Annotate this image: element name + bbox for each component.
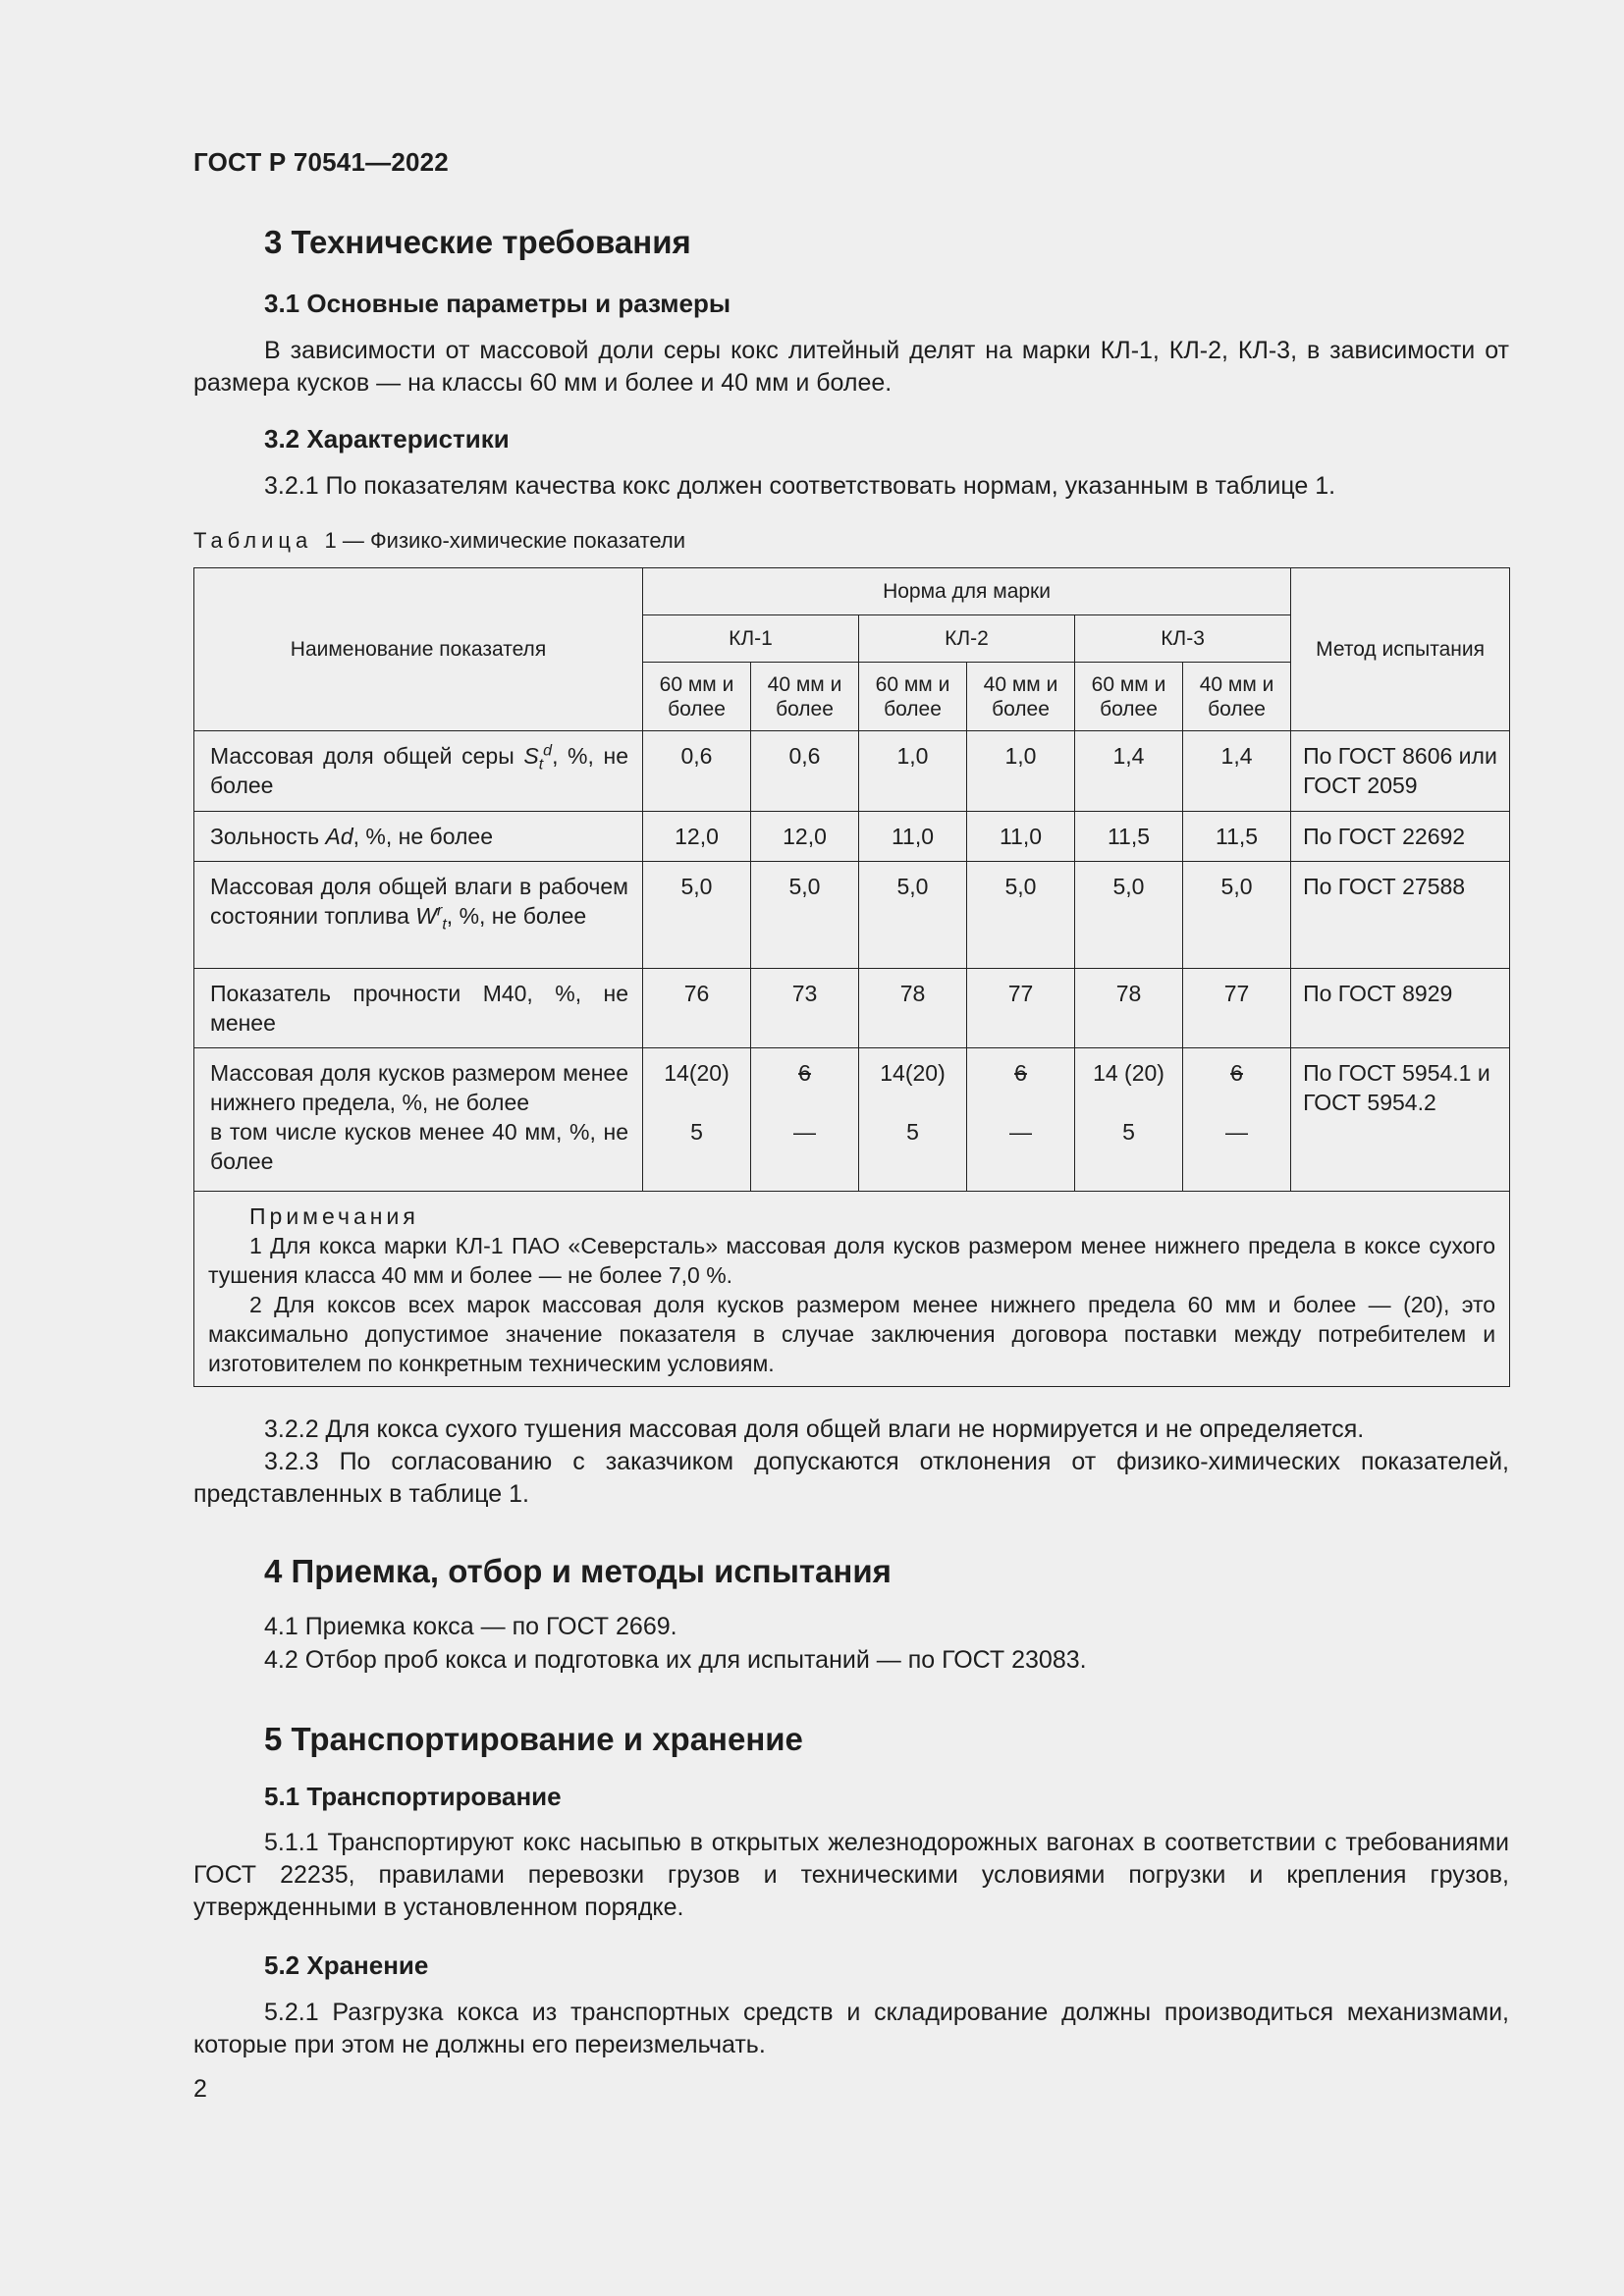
note-2: 2 Для коксов всех марок массовая доля кусков размером менее нижнего предела 60 мм и более — (20), это максимально допустимое значение показателя в случае заключения договора поставки между потребителем и изготовителем по конкретным техническим условиям. bbox=[208, 1292, 1496, 1376]
value-cell: 6 — bbox=[751, 1048, 859, 1192]
value-cell: 5,0 bbox=[859, 862, 967, 969]
indicator-strength: Показатель прочности М40, %, не менее bbox=[194, 969, 643, 1048]
paragraph-5-2-1: 5.2.1 Разгрузка кокса из транспортных средств и складирование должны производиться механизмами, которые при этом не должны его переизмельчать. bbox=[193, 1999, 1509, 2058]
header-class-40: 40 мм и более bbox=[1183, 663, 1291, 731]
indicator-ash: Зольность Ad, %, не более bbox=[194, 812, 643, 862]
value-cell: 0,6 bbox=[751, 731, 859, 812]
table-row bbox=[194, 862, 1510, 969]
method-cell: По ГОСТ 27588 bbox=[1291, 862, 1510, 969]
value-cell: 14 (20) 5 bbox=[1075, 1048, 1183, 1192]
method-cell: По ГОСТ 8929 bbox=[1291, 969, 1510, 1048]
paragraph-5-1-1: 5.1.1 Транспортируют кокс насыпью в открытых железнодорожных вагонах в соответствии с требованиями ГОСТ 22235, правилами перевозки грузов и техническими условиями погрузки и крепления грузов, утвержденными в установленном порядке. bbox=[193, 1829, 1509, 1921]
method-cell: По ГОСТ 5954.1 и ГОСТ 5954.2 bbox=[1291, 1048, 1510, 1192]
method-cell: По ГОСТ 8606 или ГОСТ 2059 bbox=[1291, 731, 1510, 812]
value-cell: 6 — bbox=[967, 1048, 1075, 1192]
value-cell: 77 bbox=[1183, 969, 1291, 1048]
table-row bbox=[194, 1048, 1510, 1192]
value-cell: 14(20) 5 bbox=[859, 1048, 967, 1192]
section-5-2-heading: 5.2 Хранение bbox=[264, 1950, 429, 1980]
paragraph-3-2-2: 3.2.2 Для кокса сухого тушения массовая доля общей влаги не нормируется и не определяется. bbox=[264, 1415, 1365, 1443]
document-page bbox=[193, 0, 1509, 2296]
value-cell: 11,5 bbox=[1075, 812, 1183, 862]
value-cell: 73 bbox=[751, 969, 859, 1048]
method-cell: По ГОСТ 22692 bbox=[1291, 812, 1510, 862]
value-cell: 5,0 bbox=[1183, 862, 1291, 969]
section-5-1-heading: 5.1 Транспортирование bbox=[264, 1782, 562, 1811]
paragraph-4-2: 4.2 Отбор проб кокса и подготовка их для испытаний — по ГОСТ 23083. bbox=[264, 1646, 1087, 1674]
section-3-heading: 3 Технические требования bbox=[264, 224, 691, 260]
value-cell: 12,0 bbox=[751, 812, 859, 862]
section-5-heading: 5 Транспортирование и хранение bbox=[264, 1721, 803, 1757]
value-cell: 1,0 bbox=[967, 731, 1075, 812]
indicator-fines: Массовая доля кусков размером менее нижнего предела, %, не более в том числе кусков менее 40 мм, %, не более bbox=[194, 1048, 643, 1192]
indicator-sulfur: Массовая доля общей серы $S_t^d$, %, не более bbox=[194, 731, 643, 812]
value-cell: 11,0 bbox=[859, 812, 967, 862]
table-row bbox=[194, 731, 1510, 812]
header-class-60: 60 мм и более bbox=[859, 663, 967, 731]
section-3-1-paragraph: В зависимости от массовой доли серы кокс литейный делят на марки КЛ-1, КЛ-2, КЛ-3, в зависимости от размера кусков — на классы 60 мм и более и 40 мм и более. bbox=[193, 337, 1509, 397]
section-3-1-heading: 3.1 Основные параметры и размеры bbox=[264, 289, 731, 318]
value-cell: 1,4 bbox=[1183, 731, 1291, 812]
table-caption: Таблица 1 — Физико-химические показатели bbox=[193, 528, 685, 553]
value-cell: 14(20) 5 bbox=[643, 1048, 751, 1192]
value-cell: 5,0 bbox=[643, 862, 751, 969]
header-test-method: Метод испытания bbox=[1291, 568, 1510, 731]
note-1: 1 Для кокса марки КЛ-1 ПАО «Северсталь» массовая доля кусков размером менее нижнего предела в коксе сухого тушения класса 40 мм и более — не более 7,0 %. bbox=[208, 1233, 1496, 1288]
header-grade-kl2: КЛ-2 bbox=[859, 615, 1075, 663]
value-cell: 78 bbox=[1075, 969, 1183, 1048]
paragraph-3-2-1: 3.2.1 По показателям качества кокс должен соответствовать нормам, указанным в таблице 1. bbox=[264, 472, 1336, 500]
header-class-40: 40 мм и более bbox=[751, 663, 859, 731]
notes-title: Примечания bbox=[249, 1203, 419, 1229]
physico-chemical-table bbox=[193, 567, 1510, 1387]
value-cell: 5,0 bbox=[751, 862, 859, 969]
table-row bbox=[194, 969, 1510, 1048]
header-class-60: 60 мм и более bbox=[1075, 663, 1183, 731]
page-number: 2 bbox=[193, 2075, 207, 2103]
value-cell: 1,4 bbox=[1075, 731, 1183, 812]
header-grade-kl3: КЛ-3 bbox=[1075, 615, 1291, 663]
header-class-60: 60 мм и более bbox=[643, 663, 751, 731]
value-cell: 11,5 bbox=[1183, 812, 1291, 862]
value-cell: 78 bbox=[859, 969, 967, 1048]
header-grade-kl1: КЛ-1 bbox=[643, 615, 859, 663]
table-notes bbox=[194, 1192, 1510, 1387]
section-3-2-heading: 3.2 Характеристики bbox=[264, 424, 510, 454]
value-cell: 0,6 bbox=[643, 731, 751, 812]
header-indicator-name: Наименование показателя bbox=[194, 568, 643, 731]
value-cell: 1,0 bbox=[859, 731, 967, 812]
value-cell: 5,0 bbox=[967, 862, 1075, 969]
value-cell: 11,0 bbox=[967, 812, 1075, 862]
value-cell: 5,0 bbox=[1075, 862, 1183, 969]
header-norm: Норма для марки bbox=[643, 568, 1291, 615]
value-cell: 12,0 bbox=[643, 812, 751, 862]
value-cell: 77 bbox=[967, 969, 1075, 1048]
value-cell: 6 — bbox=[1183, 1048, 1291, 1192]
value-cell: 76 bbox=[643, 969, 751, 1048]
document-header: ГОСТ Р 70541—2022 bbox=[193, 147, 449, 177]
table-notes-row bbox=[194, 1192, 1510, 1387]
section-4-heading: 4 Приемка, отбор и методы испытания bbox=[264, 1553, 892, 1589]
paragraph-4-1: 4.1 Приемка кокса — по ГОСТ 2669. bbox=[264, 1613, 677, 1640]
indicator-moisture: Массовая доля общей влаги в рабочем состоянии топлива $W^r_t$, %, не более bbox=[194, 862, 643, 969]
header-class-40: 40 мм и более bbox=[967, 663, 1075, 731]
paragraph-3-2-3: 3.2.3 По согласованию с заказчиком допускаются отклонения от физико-химических показателей, представленных в таблице 1. bbox=[193, 1448, 1509, 1508]
table-row bbox=[194, 812, 1510, 862]
